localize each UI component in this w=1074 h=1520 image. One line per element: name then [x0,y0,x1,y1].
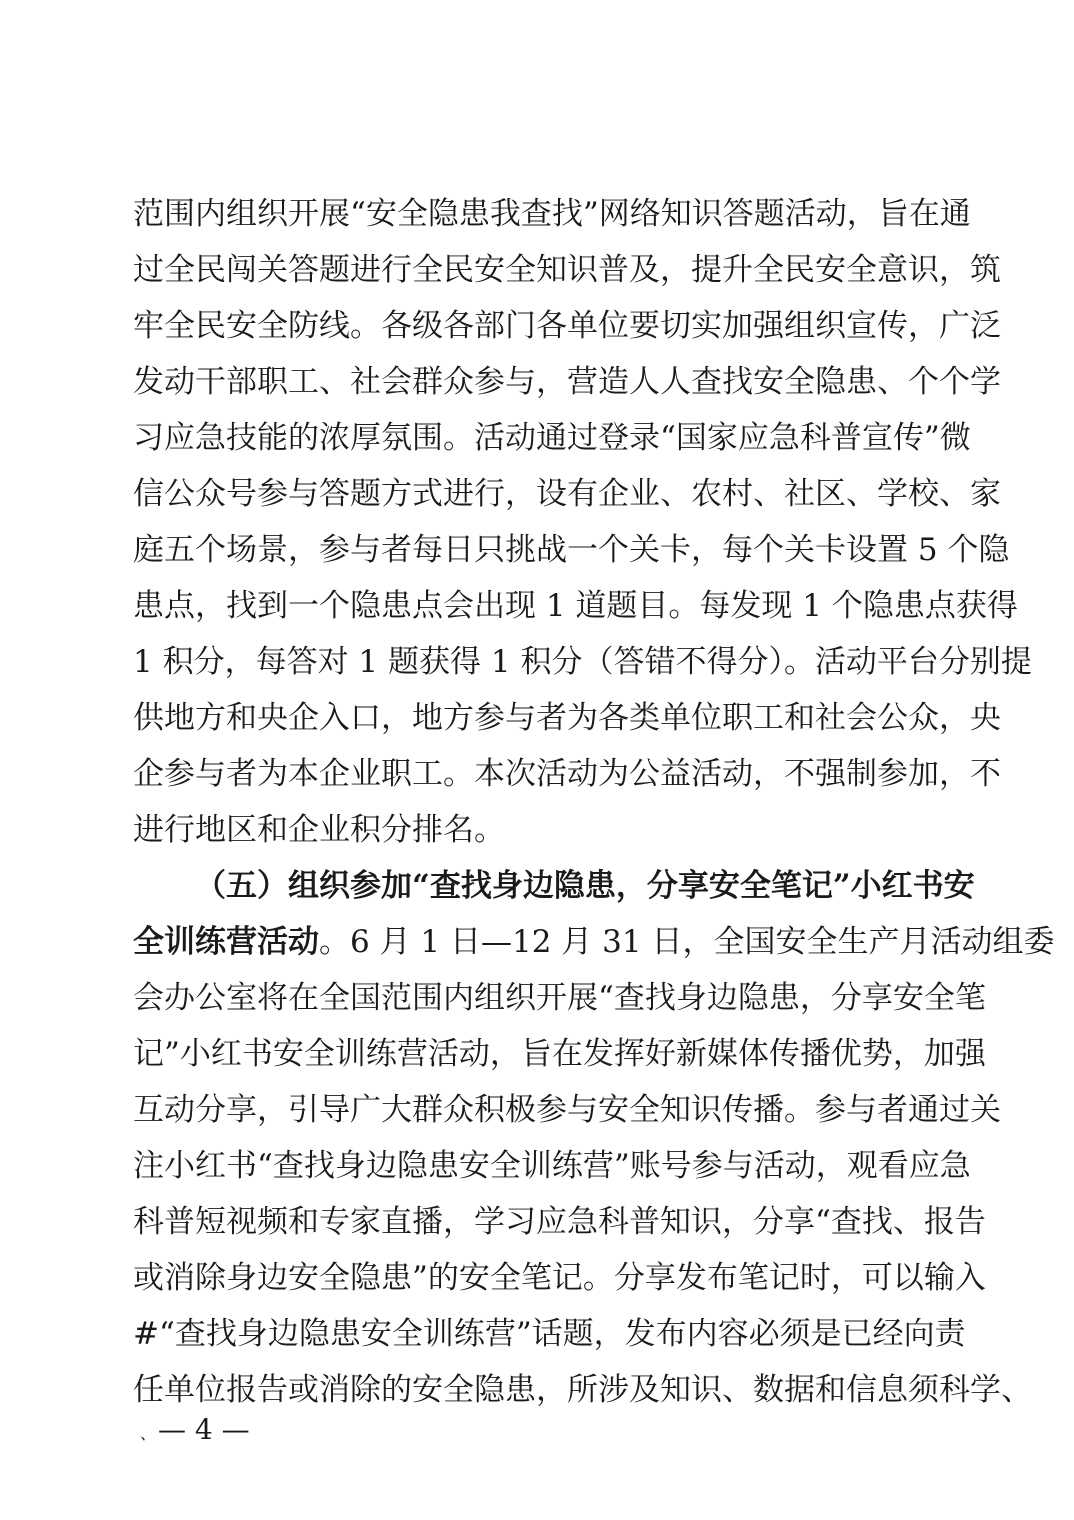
paragraph-line: 信公众号参与答题方式进行，设有企业、农村、社区、学校、家 [133,476,1001,512]
paragraph-line: 科普短视频和专家直播，学习应急科普知识，分享“查找、报告 [133,1204,986,1240]
paragraph-line: 或消除身边安全隐患”的安全笔记。分享发布笔记时，可以输入 [133,1260,986,1296]
paragraph-line: 范围内组织开展“安全隐患我查找”网络知识答题活动，旨在通 [133,196,971,232]
paragraph-line: 注小红书“查找身边隐患安全训练营”账号参与活动，观看应急 [133,1148,971,1184]
footer-mark: 、 [140,1424,157,1443]
paragraph-line: 过全民闯关答题进行全民安全知识普及，提升全民安全意识，筑 [133,252,1001,288]
page-footer [140,1410,250,1450]
paragraph-line: 患点，找到一个隐患点会出现 1 道题目。每发现 1 个隐患点获得 [133,588,1018,624]
paragraph-line: 进行地区和企业积分排名。 [133,812,505,848]
paragraph-line: 供地方和央企入口，地方参与者为各类单位职工和社会公众，央 [133,700,1001,736]
paragraph-line: 1 积分，每答对 1 题获得 1 积分（答错不得分）。活动平台分别提 [133,644,1032,680]
paragraph-line: #“查找身边隐患安全训练营”话题，发布内容必须是已经向责 [133,1316,966,1352]
paragraph-line: 会办公室将在全国范围内组织开展“查找身边隐患，分享安全笔 [133,980,986,1016]
paragraph-line: 牢全民安全防线。各级各部门各单位要切实加强组织宣传，广泛 [133,308,1001,344]
paragraph-line: 互动分享，引导广大群众积极参与安全知识传播。参与者通过关 [133,1092,1001,1128]
section-heading-line [133,922,1055,962]
paragraph-line: 任单位报告或消除的安全隐患，所涉及知识、数据和信息须科学、 [133,1372,1032,1408]
section-heading-continuation: 全训练营活动 [133,924,319,960]
paragraph-line: 企参与者为本企业职工。本次活动为公益活动，不强制参加，不 [133,756,1001,792]
page-number: — 4 — [158,1413,250,1446]
section-heading: （五）组织参加“查找身边隐患，分享安全笔记”小红书安 [195,868,975,904]
paragraph-text: 。6 月 1 日—12 月 31 日，全国安全生产月活动组委 [319,924,1055,960]
paragraph-line: 习应急技能的浓厚氛围。活动通过登录“国家应急科普宣传”微 [133,420,971,456]
paragraph-line: 记”小红书安全训练营活动，旨在发挥好新媒体传播优势，加强 [133,1036,986,1072]
paragraph-line: 庭五个场景，参与者每日只挑战一个关卡，每个关卡设置 5 个隐 [133,532,1010,568]
paragraph-line: 发动干部职工、社会群众参与，营造人人查找安全隐患、个个学 [133,364,1001,400]
